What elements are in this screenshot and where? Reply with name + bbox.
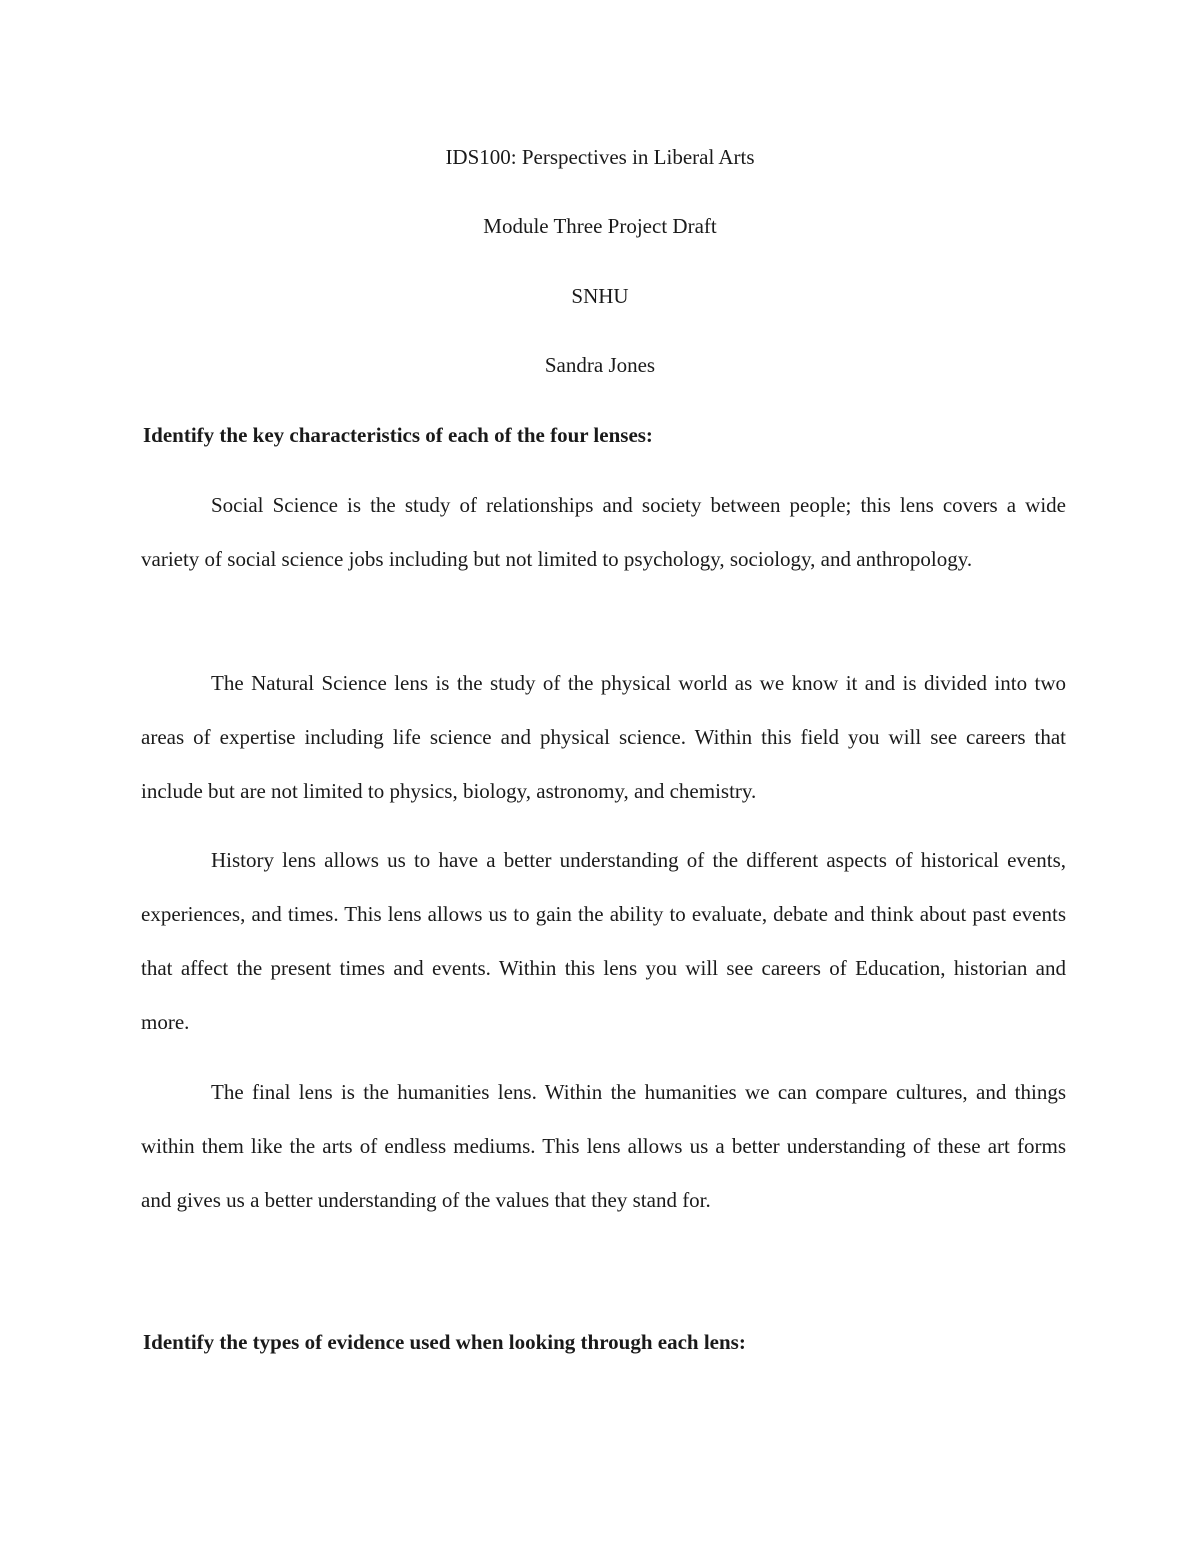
author-name: Sandra Jones xyxy=(544,353,656,377)
section-heading-evidence: Identify the types of evidence used when looking through each lens: xyxy=(143,1330,746,1354)
institution-name: SNHU xyxy=(571,284,629,308)
course-title: IDS100: Perspectives in Liberal Arts xyxy=(445,145,755,169)
assignment-title: Module Three Project Draft xyxy=(483,214,717,238)
paragraph-natural-science: The Natural Science lens is the study of the physical world as we know it and is divided into two areas of expertise including life science and physical science. Within this field you will see careers that include but are not limited to physics, biology, astronomy, and chemistry. xyxy=(141,671,1066,803)
section-heading-characteristics: Identify the key characteristics of each of the four lenses: xyxy=(143,423,653,447)
paragraph-humanities: The final lens is the humanities lens. Within the humanities we can compare cultures, and things within them like the arts of endless mediums. This lens allows us a better understanding of these art forms and gives us a better understanding of the values that they stand for. xyxy=(141,1080,1066,1212)
paragraph-history: History lens allows us to have a better understanding of the different aspects of historical events, experiences, and times. This lens allows us to gain the ability to evaluate, debate and think about past events that affect the present times and events. Within this lens you will see careers of Education, historian and more. xyxy=(141,848,1066,1034)
paragraph-social-science: Social Science is the study of relationships and society between people; this lens covers a wide variety of social science jobs including but not limited to psychology, sociology, and anthropology. xyxy=(141,493,1066,571)
